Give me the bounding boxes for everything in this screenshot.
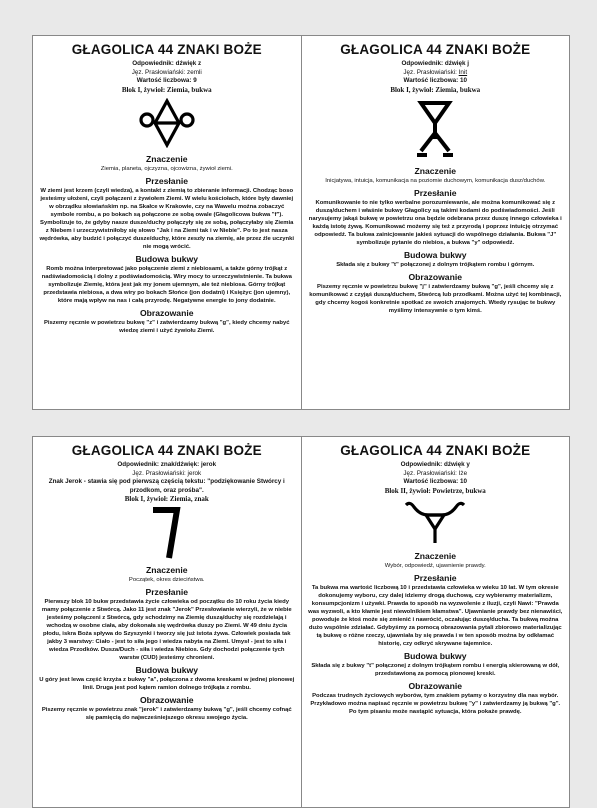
block-element: Blok II, żywioł: Powietrze, bukwa bbox=[384, 486, 486, 495]
card-izhe bbox=[301, 437, 570, 807]
proto-slavic-name: Jęz. Prasłowiański: jerok bbox=[132, 469, 202, 477]
card-title: GŁAGOLICA 44 ZNAKI BOŻE bbox=[71, 443, 262, 458]
card-init bbox=[301, 36, 570, 409]
image-heading: Obrazowanie bbox=[408, 271, 462, 282]
build-heading: Budowa bukwy bbox=[135, 665, 199, 676]
sound-equivalent: Odpowiednik: znak/dźwięk: jerok bbox=[117, 461, 217, 468]
build-text: Składa się z bukwy "t" połączonej z dolnym trójkątem rombu i energią skierowaną w dół, przedstawioną za pomocą pionowej kreski. bbox=[311, 662, 560, 677]
sound-equivalent: Odpowiednik: dźwięk y bbox=[400, 461, 470, 468]
block-element: Blok I, żywioł: Ziemia, bukwa bbox=[121, 85, 212, 94]
card-zemlya bbox=[33, 36, 301, 409]
proto-slavic-name: Jęz. Prasłowiański: zemli bbox=[131, 68, 202, 76]
image-heading: Obrazowanie bbox=[140, 307, 194, 318]
message-text: Komunikowanie to nie tylko werbalne porozumiewanie, ale można komunikować się z duszą/duchem i właśnie bukwy Głagolicy są takimi kodami do podświadomości. Jeśli narysujemy jakąś bukwę w powietrzu ona będzie odebrana przez duszę innego człowieka i każdą istotę żywą. Komunikować możemy się też z przyrodą i poprzez intuicję otrzymać odpowiedź. Ta bukwa zainicjowanie jakieś sytuacji do wspólnego działania. Bukwa "J" symbolizuje pytanie do niebios, a bukwa "y" odpowiedź. bbox=[308, 199, 562, 246]
meaning-heading: Znaczenie bbox=[414, 165, 457, 176]
jerok-glyph-icon bbox=[39, 504, 295, 562]
sound-equivalent: Odpowiednik: dźwięk z bbox=[132, 60, 202, 67]
card-jerok bbox=[33, 437, 301, 807]
meaning-text: Wybór, odpowiedź, ujawnienie prawdy. bbox=[384, 562, 486, 569]
build-heading: Budowa bukwy bbox=[403, 650, 467, 661]
image-text: Piszemy ręcznie w powietrzu bukwę "z" i zatwierdzamy bukwą "g", kiedy chcemy nabyć wiedzę ziemi i użyć żywiołu Ziemi. bbox=[43, 319, 290, 334]
build-heading: Budowa bukwy bbox=[403, 249, 467, 260]
meaning-text: Ziemia, planeta, ojczyzna, ojcowizna, żywioł ziemi. bbox=[100, 165, 233, 172]
card-title: GŁAGOLICA 44 ZNAKI BOŻE bbox=[340, 42, 531, 57]
message-heading: Przesłanie bbox=[413, 572, 457, 583]
proto-slavic-name: Jęz. Prasłowiański: Iże bbox=[403, 469, 468, 477]
init-glyph-icon bbox=[308, 95, 564, 163]
build-text: Romb można interpretować jako połączenie ziemi z niebiosami, a także górny trójkąt z nadświadomością i dolny z podświadomością. Wiry mocy to urzeczywistnienie. Ta bukwa symbolizuje Ziemię, która jest jak my jonem ujemnym, ale też niebiosa. Górny trójkąt przedstawia niebiosa, a dwa wiry po bokach Słońce (jon dodatni) i Księżyc (jon ujemny), które mają wpływ na nas i całą przyrodę. Negatywne energie to jony dodatnie. bbox=[41, 265, 292, 304]
message-heading: Przesłanie bbox=[145, 587, 188, 598]
meaning-heading: Znaczenie bbox=[145, 565, 188, 576]
numeric-value: Wartość liczbowa: 9 bbox=[136, 77, 197, 85]
message-text: Pierwszy blok 10 bukw przedstawia życie człowieka od początku do 10 roku życia kiedy mamy połączenie z Stwórcą. Jako 11 jest znak "Jerok" Przesłowianie wierzyli, że w niebie jesteśmy połączeni z Stwórcą, gdy schodzimy na Ziemię duszą/duchy się rozdzielają i wchodzą w osobne ciała, aby dokonała się wędrówka duszy po Ziemi. W 49 dniu życia płodu, iskra Boża spływa do Szyszynki i tworzy się już istota żywa. Człowiek posiada tak jakby 3 warstwy: Ciało - jest to siła jego i wiedza nabyta na Ziemi. Umysł - jest to siła i wiedza Przodków. Dusza/Duch - siła i wiedza Niebios. Gdy dochodzi połączenie tych warstw (CUD) jesteśmy chronieni. bbox=[41, 599, 292, 662]
message-heading: Przesłanie bbox=[413, 187, 457, 198]
image-heading: Obrazowanie bbox=[408, 680, 462, 691]
message-text: Ta bukwa ma wartość liczbową 10 i przedstawia człowieka w wieku 10 lat. W tym okresie dokonujemy wyboru, czy dalej idziemy drogą duchową, czy wybieramy materializm, konsumpcjonizm i używki. Prawda to sposób na wyzwolenie z iluzji, czyli Nawi: "Prawda was wyzwoli, a kto kłamie jest niewolnikiem kłamstwa". Ujawnianie prawdy bez nienawiści, powoduje że ktoś może się zmienić i nawrócić, oczałując duszę/ducha. Ta bukwą można dużo wspólnie zdziałać. Gdybyśmy za pomocą obrazowania pytali zbiorowo materializując tą bukwę o różne rzeczy, ujawniała by się prawda i w ten sposób można by odkłamać historię, czy odkryć skrywane tajemnice. bbox=[308, 584, 563, 647]
message-text: W ziemi jest krzem (czyli wiedza), a kontakt z ziemią to zbieranie informacji. Chodząc boso jesteśmy ułożeni, czyli połączeni z żywiołem Ziemi. W wielu kościołach, które były dawniej w obrządku słowiańskim np. na Skałce w Krakowie, czy na Wawelu można zobaczyć symbole rombu, a po bokach są połączone ze sobą owale (Głagolicowa bukwa "f"). Symbolizuje to, że gdyby nasze dusze/duchy połączyły się ze sobą, połączyłaby się Ziemia z Niebem i urzeczywistniłoby się słowo "Jak i na Ziemi tak i w Niebie". Po to jest nasza wędrówka, aby budzić i połączyć dusze/duchy, które zeszły na ziemię, ale przez źle uczynki nie mogą wrócić. bbox=[39, 187, 295, 250]
message-heading: Przesłanie bbox=[145, 175, 188, 186]
meaning-heading: Znaczenie bbox=[145, 153, 188, 164]
block-element: Blok I, żywioł: Ziemia, znak bbox=[124, 495, 209, 504]
image-text: Piszemy ręcznie w powietrzu znak "jerok" i zatwierdzamy bukwą "g", jeśli chcemy cofnąć się pamięcią do najwcześniejszego okresu swojego życia. bbox=[41, 707, 292, 722]
sound-equivalent: Odpowiednik: dźwięk j bbox=[401, 60, 470, 67]
jerok-note: Znak Jerok - stawia się pod pierwszą częścią tekstu: "podziękowanie Stwórcy i przodkom, oraz prośba". bbox=[48, 478, 285, 494]
card-title: GŁAGOLICA 44 ZNAKI BOŻE bbox=[340, 443, 531, 458]
zemlya-glyph-icon bbox=[39, 95, 295, 151]
build-text: Składa się z bukwy "t" połączonej z dolnym trójkątem rombu i górnym. bbox=[336, 261, 535, 268]
bottom-page bbox=[32, 436, 570, 808]
image-text: Piszemy ręcznie w powietrzu bukwę "j" i zatwierdzamy bukwą "g", jeśli chcemy się z komunikować z czyjąś duszą/duchem, Stwórcą lub przodkami. Można użyć tej kombinacji, gdy chcemy kogoś konkretnie spotkać ze swoich znajomych. Wtedy rysując te bukwy myślimy intensywnie o tym kimś. bbox=[309, 283, 562, 314]
top-page bbox=[32, 35, 570, 410]
build-heading: Budowa bukwy bbox=[135, 253, 199, 264]
meaning-text: Początek, okres dzieciństwa. bbox=[128, 577, 205, 584]
image-text: Podczas trudnych życiowych wyborów, tym znakiem pytamy o korzystny dla nas wybór. Przykładowo można napisać ręcznie w powietrzu bukwę "y" i zatwierdzamy ją bukwą "g". Po tym pisaniu może nastąpić sytuacja, która pokaże prawdę. bbox=[310, 692, 561, 715]
card-title: GŁAGOLICA 44 ZNAKI BOŻE bbox=[71, 42, 262, 57]
proto-slavic-name: Jęz. Prasłowiański: Init bbox=[403, 68, 468, 76]
block-element: Blok I, żywioł: Ziemia, bukwa bbox=[390, 85, 481, 94]
numeric-value: Wartość liczbowa: 10 bbox=[403, 478, 467, 486]
build-text: U góry jest lewa część krzyża z bukwy "a", połączona z dwoma kreskami w jednej pionowej linii. Druga jest pod kątem ramion dolnego trójkąta z rombu. bbox=[39, 677, 295, 692]
meaning-text: Inicjatywa, intuicja, komunikacja na poziomie duchowym, komunikacja dusz/duchów. bbox=[325, 177, 546, 184]
meaning-heading: Znaczenie bbox=[414, 550, 457, 561]
izhe-glyph-icon bbox=[308, 496, 564, 548]
numeric-value: Wartość liczbowa: 10 bbox=[403, 77, 467, 85]
image-heading: Obrazowanie bbox=[140, 695, 194, 706]
